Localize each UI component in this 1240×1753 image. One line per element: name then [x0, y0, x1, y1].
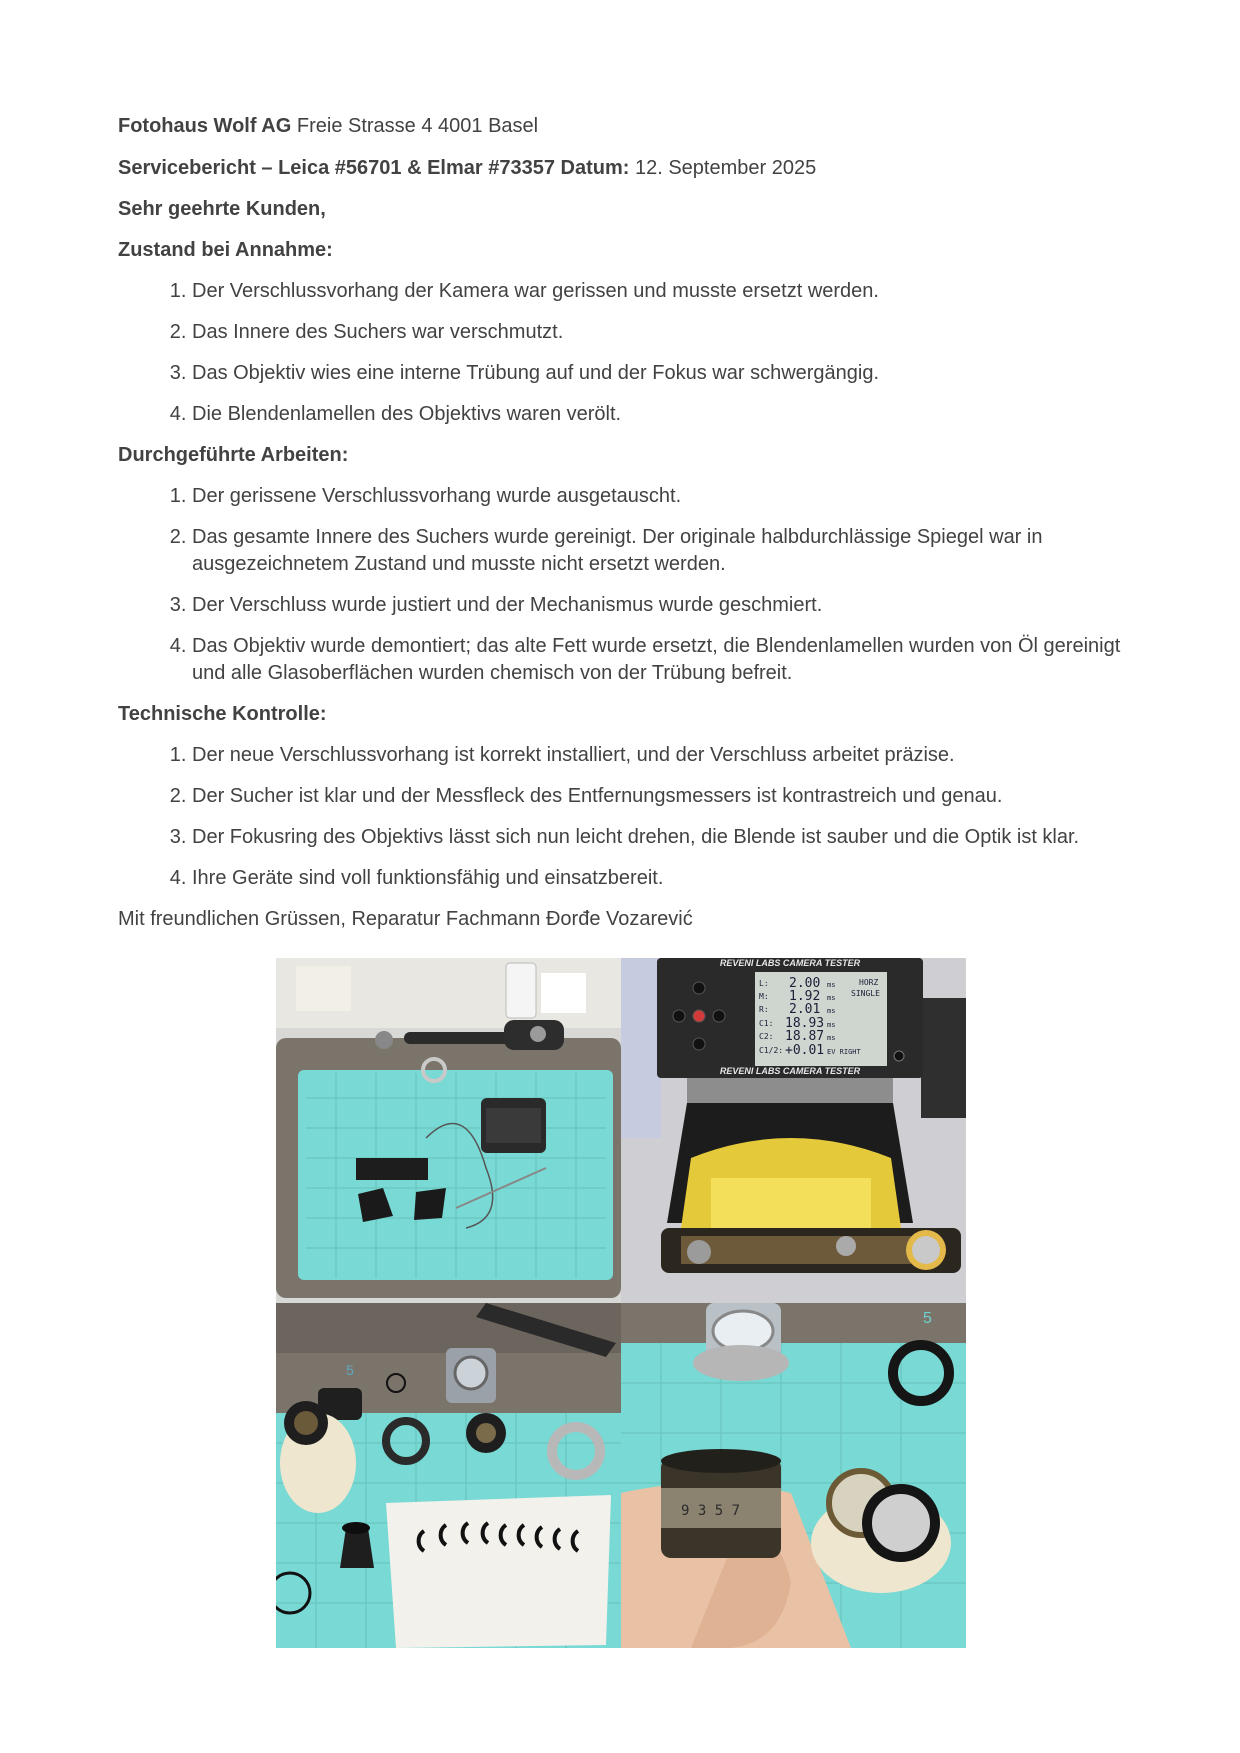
lens-engraving: 9 3 5 7: [681, 1503, 741, 1519]
work-list: [118, 483, 1128, 687]
list-item: 4. Die Blendenlamellen des Objektivs waren verölt.: [192, 401, 1128, 428]
photo-lens-disassembly: [276, 1303, 621, 1648]
tester-reading-unit: EV RIGHT: [827, 1048, 861, 1056]
lens-parts-illustration: [276, 1303, 621, 1648]
condition-list: [118, 278, 1128, 428]
section-heading-condition: Zustand bei Annahme:: [118, 239, 333, 261]
tester-reading-value: 18.93: [785, 1016, 825, 1031]
tester-reading-value: 2.00: [789, 976, 821, 991]
tester-reading-label: M:: [759, 992, 769, 1001]
tester-reading-label: R:: [759, 1005, 769, 1014]
photo-camera-tester: [621, 958, 966, 1303]
tester-reading-label: C2:: [759, 1032, 774, 1041]
list-item: 3. Das Objektiv wies eine interne Trübung auf und der Fokus war schwergängig.: [192, 360, 1128, 387]
company-name: Fotohaus Wolf AG: [118, 115, 292, 137]
check-list: [118, 742, 1128, 892]
list-item: 3. Der Fokusring des Objektivs lässt sich nun leicht drehen, die Blende ist sauber und die Optik ist klar.: [192, 824, 1128, 851]
list-item: 1. Der neue Verschlussvorhang ist korrekt installiert, und der Verschluss arbeitet präzise.: [192, 742, 1128, 769]
list-item: 1. Der gerissene Verschlussvorhang wurde ausgetauscht.: [192, 483, 1128, 510]
list-item: 2. Das gesamte Innere des Suchers wurde gereinigt. Der originale halbdurchlässige Spiegel war in ausgezeichnetem Zustand und musste nicht ersetzt werden.: [192, 524, 1128, 578]
tester-reading-label: C1:: [759, 1019, 774, 1028]
list-item: 2. Das Innere des Suchers war verschmutzt.: [192, 319, 1128, 346]
company-address: Freie Strasse 4 4001 Basel: [296, 115, 539, 137]
tester-reading-value: 2.01: [789, 1002, 821, 1017]
photo-workbench-shutter: [276, 958, 621, 1303]
tester-reading-unit: ms: [827, 994, 836, 1002]
tester-reading-unit: ms: [827, 1021, 836, 1029]
lens-hand-illustration: [621, 1303, 966, 1648]
tester-reading-unit: ms: [827, 1007, 836, 1015]
date-value: 12. September 2025: [634, 157, 817, 179]
tester-mode: HORZ: [859, 978, 879, 987]
tester-brand-top: REVENI LABS CAMERA TESTER: [719, 958, 861, 968]
closing-signature: Mit freundlichen Grüssen, Reparatur Fachmann Đorđe Vozarević: [118, 908, 693, 930]
report-title: Servicebericht – Leica #56701 & Elmar #73357: [118, 157, 555, 179]
workbench-illustration: [276, 958, 621, 1303]
salutation: Sehr geehrte Kunden,: [118, 198, 326, 220]
tester-mode: SINGLE: [851, 989, 880, 998]
tester-reading-value: 18.87: [785, 1029, 825, 1044]
report-title-line: [118, 155, 1128, 182]
tester-reading-unit: ms: [827, 1034, 836, 1042]
list-item: 4. Ihre Geräte sind voll funktionsfähig und einsatzbereit.: [192, 865, 1128, 892]
list-item: 2. Der Sucher ist klar und der Messfleck des Entfernungsmessers ist kontrastreich und genau.: [192, 783, 1128, 810]
camera-tester-illustration: [621, 958, 966, 1303]
tester-reading-value: 1.92: [789, 989, 821, 1004]
tester-reading-value: +0.01: [785, 1043, 825, 1058]
section-heading-work: Durchgeführte Arbeiten:: [118, 444, 349, 466]
repair-photo-collage: [276, 958, 966, 1648]
tester-reading-label: C1/2:: [759, 1046, 784, 1055]
list-item: 3. Der Verschluss wurde justiert und der Mechanismus wurde geschmiert.: [192, 592, 1128, 619]
tester-reading-unit: ms: [827, 981, 836, 989]
company-line: [118, 113, 1128, 140]
tester-reading-label: L:: [759, 979, 769, 988]
report-body: [118, 113, 1128, 933]
photo-lens-in-hand: [621, 1303, 966, 1648]
mat-number: 5: [923, 1310, 932, 1327]
list-item: 1. Der Verschlussvorhang der Kamera war gerissen und musste ersetzt werden.: [192, 278, 1128, 305]
mat-number: 5: [346, 1362, 354, 1378]
tester-brand-bottom: REVENI LABS CAMERA TESTER: [719, 1066, 861, 1076]
list-item: 4. Das Objektiv wurde demontiert; das alte Fett wurde ersetzt, die Blendenlamellen wurden von Öl gereinigt und alle Glasoberflächen wurden chemisch von der Trübung befreit.: [192, 633, 1128, 687]
date-label: Datum:: [560, 157, 630, 179]
section-heading-check: Technische Kontrolle:: [118, 703, 327, 725]
